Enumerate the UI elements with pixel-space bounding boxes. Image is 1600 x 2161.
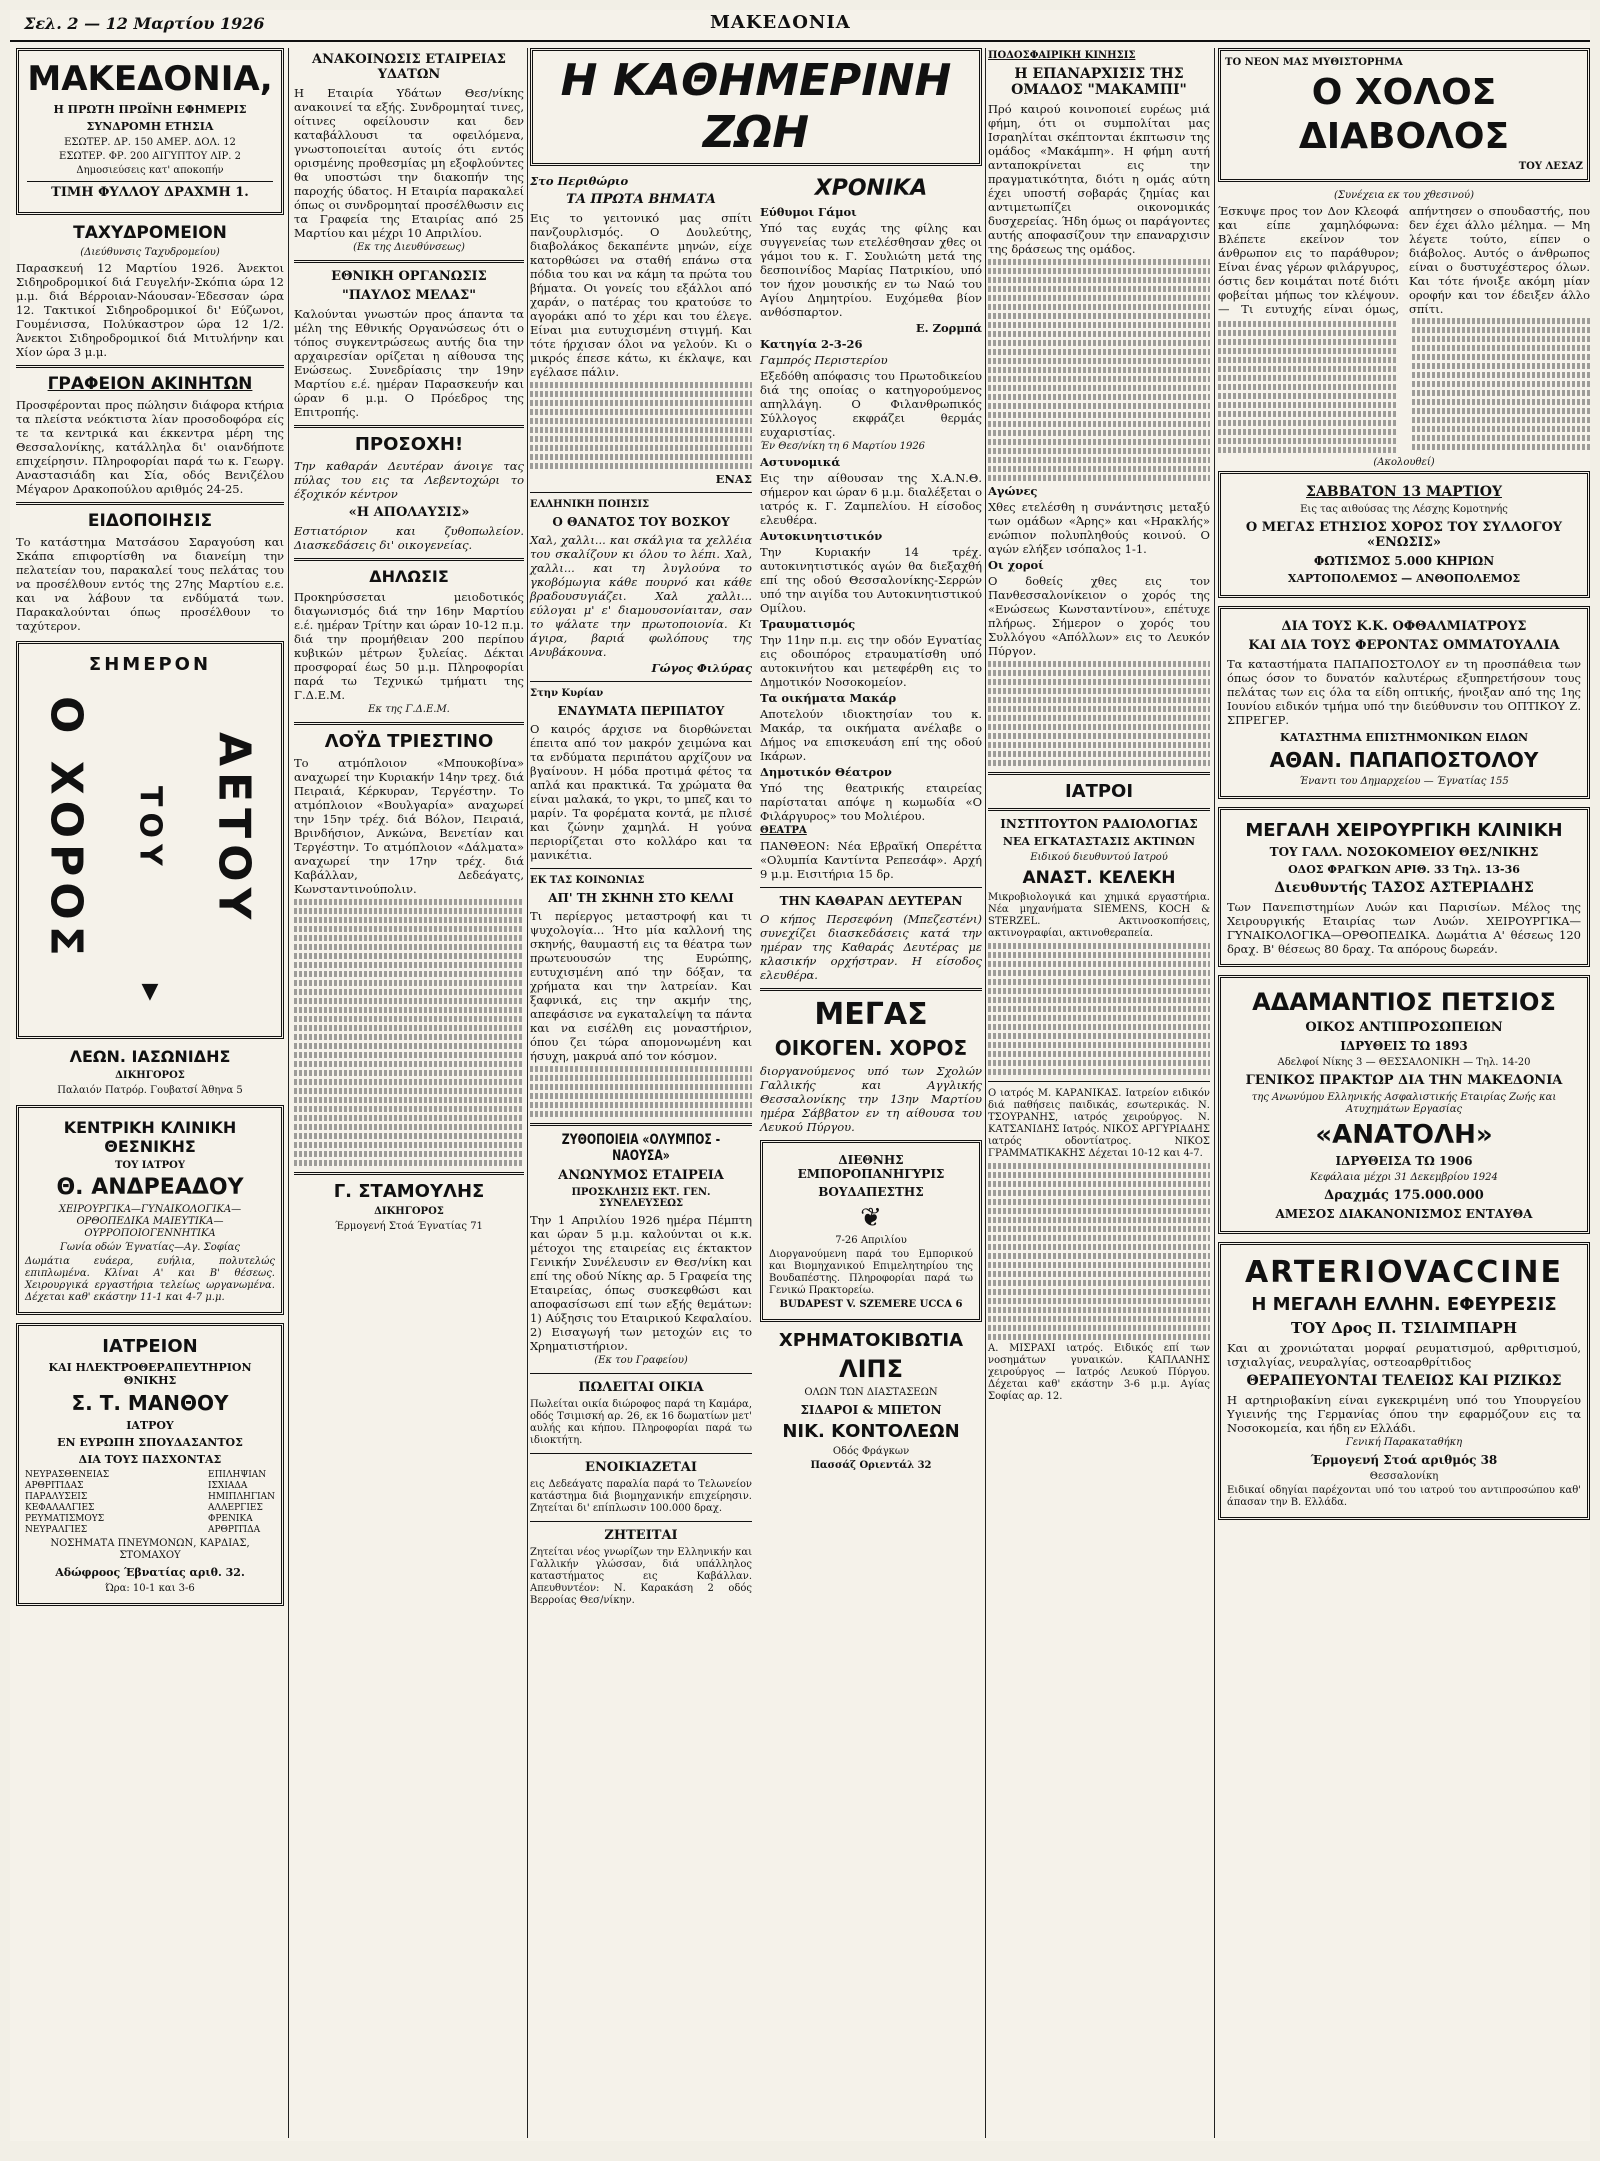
safes-sub: ΟΛΩΝ ΤΩΝ ΔΙΑΣΤΑΣΕΩΝ <box>804 1387 938 1398</box>
injury-text: Την 11ην π.μ. εις την οδόν Εγνατίας εις οδοιπόρος ετραυματίσθη υπό αυτοκινήτου και μετεφέρθη εις το Δημοτικόν Νοσοκομείον. <box>760 633 982 689</box>
serial-end: (Ακολουθεί) <box>1373 456 1435 468</box>
price: ΤΙΜΗ ΦΥΛΛΟΥ ΔΡΑΧΜΗ 1. <box>27 181 273 200</box>
iatreion-for: ΔΙΑ ΤΟΥΣ ΠΑΣΧΟΝΤΑΣ <box>78 1453 222 1466</box>
big-dance-head: ΜΕΓΑΣ <box>814 997 928 1032</box>
water-notice-sign: (Εκ της Διευθύνσεως) <box>353 242 465 253</box>
divider <box>16 365 284 368</box>
buildings-text: Αποτελούν ιδιοκτησίαν του κ. Μακάρ, τα οικήματα ανέλαβε ο Δήμος να επισκευάση επί της οδού Ικάρων. <box>760 707 982 763</box>
sport-head: Η ΕΠΑΝΑΡΧΙΣΙΣ ΤΗΣ ΟΜΑΔΟΣ "ΜΑΚΑΜΠΙ" <box>1011 66 1187 98</box>
column-rule <box>527 48 528 2138</box>
eagle-icon: ▼ <box>141 979 159 1004</box>
chronicles-head: ΧΡΟΝΙΚΑ <box>814 176 928 201</box>
serial-tag: ΤΟ ΝΕΟΝ ΜΑΣ ΜΥΘΙΣΤΟΡΗΜΑ <box>1225 57 1403 68</box>
banner-title: Η ΚΑΘΗΜΕΡΙΝΗ ΖΩΗ <box>560 55 952 158</box>
rent-head: ΕΝΟΙΚΙΑΖΕΤΑΙ <box>585 1460 697 1475</box>
verdict-sub: Γαμπρός Περιστερίου <box>760 353 888 367</box>
text-filler <box>988 943 1210 1075</box>
notice-text: Το κατάστημα Ματσάσου Σαραγούση και Σκάπα επιφορτίσθη να διανείμη την πελατείαν του, παρακαλεί τους πελάτας του να προσέλθουν εντός της 27ης Μαρτίου ε.ε. και να λάβουν τα ενδύματά των. Παρακαλούνται όπως προσέλθουν το ταχύτερον. <box>16 535 284 633</box>
doctors-list2: Α. ΜΙΣΡΑΧΙ ιατρός. Ειδικός επί των νοσημάτων γυναικών. ΚΑΠΛΑΝΗΣ χειρούργος — Ιατρός Λευκού Πύργου. Δέχεται καθ' εκάστην 3-6 μ.μ. Αγίας Σοφίας αρ. 12. <box>988 1343 1210 1402</box>
post-office-sub: (Διεύθυνσις Ταχυδρομείου) <box>80 247 220 258</box>
insurance-address: Αδελφοί Νίκης 3 — ΘΕΣΣΑΛΟΝΙΚΗ — Τηλ. 14-20 <box>1277 1056 1531 1068</box>
divider <box>294 1172 524 1175</box>
text-filler <box>988 259 1210 481</box>
divider <box>294 558 524 561</box>
divider <box>530 1123 752 1126</box>
vaccine-city: Θεσσαλονίκη <box>1369 1470 1439 1482</box>
water-notice-text: Η Εταιρία Υδάτων Θεσ/νίκης ανακοινεί τα εξής. Συνδρομηταί τινες, οίτινες οφείλουσιν και δεν καταβάλλουσι τα οφειλόμενα, γνωστοποιείται αυτοίς ότι εντός ορισμένης προθεσμίας μη εξοφλούντες θα υποστώσι την διακοπήν της παροχής ύδατος. Η Εταιρία παρακαλεί όπως οι συνδρομηταί προσέλθωσιν εις τα Γραφεία της Εταιρίας από 25 Μαρτίου και μέχρι 10 Απριλίου. <box>294 86 524 240</box>
text-filler <box>988 661 1210 766</box>
dances-text: Ο δοθείς χθες εις τον Πανθεσσαλονίκειον ο χορός της «Ενώσεως Κωνσταντίνου», επέτυχε πλήρως. Σήμερον ο χορός του Συλλόγου «Απόλλων» εις το Λευκόν Πύργον. <box>988 574 1210 658</box>
first-steps-text: Εις το γειτονικό μας σπίτι πανζουρλισμός. Ο Δουλεύτης, διαβολάκος δεκαπέντε μηνών, είχε κατορθώσει να σταθή επάνω στα πόδια του και να κάμη τα πρώτα του βήματα. Οι γονείς του εξάλλοι από χαράν, ο πατέρας του κρατούσε το αγοράκι από το χέρι και του έλεγε. Είναι μια ευτυχισμένη στιγμή. Και τότε ήρχισαν όλοι να γελούν. Κι ο μικρός έπεσε κάτω, κι έκλαψε, και εγέλασε πάλιν. <box>530 211 752 379</box>
clinic-address: Γωνία οδών Έγνατίας—Αγ. Σοφίας <box>59 1242 240 1253</box>
iatreion-address: Αδώφροος Έβνατίας αριθ. 32. <box>55 1566 245 1579</box>
list-item: ΑΛΛΕΡΓΙΕΣ <box>208 1503 263 1513</box>
text-filler <box>988 1163 1210 1340</box>
verdict-head: Κατηγία 2-3-26 <box>760 337 863 351</box>
lawyer-name: ΛΕΩΝ. ΙΑΣΩΝΙΔΗΣ <box>69 1047 231 1066</box>
column-3 <box>530 48 982 1609</box>
national-org-sub: "ΠΑΥΛΟΣ ΜΕΛΑΣ" <box>342 288 476 303</box>
iatreion-name: Σ. Τ. ΜΑΝΘΟΥ <box>71 1391 229 1415</box>
serial-title: Ο ΧΟΛΟΣ ΔΙΑΒΟΛΟΣ <box>1298 72 1510 157</box>
wanted-text: Ζητείται νέος γνωρίζων την Ελληνικήν και Γαλλικήν γλώσσαν, διά υπάλληλος καταστήματος εις Καβάλλαν. Απευθυντέον: Ν. Καρακάση 2 οδός Βερροίας Θεσ/νίκην. <box>530 1547 752 1606</box>
fair-ad-box <box>760 1140 982 1322</box>
insurance-capital: Κεφάλαια μέχρι 31 Δεκεμβρίου 1924 <box>1310 1171 1498 1183</box>
poem-tag: ΕΛΛΗΝΙΚΗ ΠΟΙΗΣΙΣ <box>530 499 650 510</box>
divider <box>294 260 524 263</box>
real-estate-text: Προσφέρονται προς πώλησιν διάφορα κτήρια τα πλείστα νεόκτιστα λίαν προσοδοφόρα είς τε τα κεντρικά και έκκεντρα μέρη της Θεσσαλονίκης, κατάλληλα δι' οιανδήποτε επιχείρησιν. Πληροφορίαι παρά τω κ. Γεωργ. Αναστασιάδη και Σία, οδός Βενιζέλου Μέγαρον Δρακοπούλου αριθμός 24-25. <box>16 398 284 496</box>
saturday-main: Ο ΜΕΓΑΣ ΕΤΗΣΙΟΣ ΧΟΡΟΣ ΤΟΥ ΣΥΛΛΟΓΟΥ «ΕΝΩΣΙΣ» <box>1245 519 1563 550</box>
column-rule <box>1214 48 1215 2138</box>
brewery-sub2: ΠΡΟΣΚΛΗΣΙΣ ΕΚΤ. ΓΕΝ. ΣΥΝΕΛΕΥΣΕΩΣ <box>571 1187 711 1209</box>
iatreion-list <box>25 1470 275 1536</box>
list-item: ΡΕΥΜΑΤΙΣΜΟΥΣ <box>25 1514 105 1524</box>
dance-word: Ο ΧΟΡΟΣ <box>40 696 92 962</box>
paper-name: ΜΑΚΕΔΟΝΙΑ <box>710 12 851 33</box>
wedding-text: Υπό τας ευχάς της φίλης και συγγενείας των ετελέσθησαν χθες οι γάμοι του κ. Γ. Σουλιώτη μετά της δεσποινίδος Μαρίας Πατρικίου, υπό τον ήχον μουσικής εν τω Ναώ του Αγίου Δημητρίου. Ευχόμεθα βίον ανθόσπαρτον. <box>760 221 982 319</box>
divider <box>294 722 524 725</box>
saturday-line2: ΧΑΡΤΟΠΟΛΕΜΟΣ — ΑΝΘΟΠΟΛΕΜΟΣ <box>1287 571 1521 585</box>
right-subcolumn <box>760 172 982 1609</box>
police-text: Εις την αίθουσαν της Χ.Α.Ν.Θ. σήμερον και ώραν 6 μ.μ. διαλέξεται ο ιατρός κ. Γ. Ζαμπελίου. Η είσοδος ελευθέρα. <box>760 471 982 527</box>
municipal-theatre-text: Υπό της θεατρικής εταιρείας παρίσταται απόψε η κωμωδία «Ο Φιλάργυρος» του Μολιέρου. <box>760 781 982 823</box>
subscription-head: ΣΥΝΔΡΟΜΗ ΕΤΗΣΙΑ <box>86 120 214 133</box>
dances-head: Οι χοροί <box>988 558 1044 572</box>
vaccine-doctor: ΤΟΥ Δρος Π. ΤΣΙΛΙΜΠΑΡΗ <box>1290 1318 1518 1337</box>
clinic-head: ΚΕΝΤΡΙΚΗ ΚΛΙΝΙΚΗ ΘΕΣΝΙΚΗΣ <box>63 1118 237 1156</box>
vaccine-head: ARTERIOVACCINE <box>1244 1254 1564 1290</box>
column-rule <box>288 48 289 2138</box>
theatres-text: ΠΑΝΘΕΟΝ: Νέα Εβραϊκή Οπερέττα «Ολυμπία Καντίντα Ρεπεσάφ». Αρχή 9 μ.μ. Εισιτήρια 15 δρ. <box>760 839 982 881</box>
left-subcolumn <box>530 172 752 1609</box>
fair-text: Διοργανούμενη παρά του Εμπορικού και Βιομηχανικού Επιμελητηρίου της Βουδαπέστης. Πληροφορίαι παρά τω Γενικώ Πρακτορείω. <box>769 1249 973 1296</box>
safes-head: ΧΡΗΜΑΤΟΚΙΒΩΤΙΑ <box>778 1330 964 1351</box>
divider <box>760 887 982 888</box>
subscription-line: ΕΣΩΤΕΡ. ΔΡ. 150 ΑΜΕΡ. ΔΟΛ. 12 <box>64 137 236 148</box>
clean-monday-text: Ο κήπος Περσεφόνη (Μπεζεστένι) συνεχίζει διασκεδάσεις κατά την ημέραν της Καθαράς Δευτέρας με κλασικήν ορχήστραν. Η είσοδος ελευθέρα. <box>760 912 982 982</box>
column-1 <box>16 48 284 1614</box>
saturday-head: ΣΑΒΒΑΤΟΝ 13 ΜΑΡΤΙΟΥ <box>1306 483 1502 500</box>
serial-text: Έσκυψε προς τον Δον Κλεοφά και είπε χαμηλόφωνα: Βλέπετε εκείνον τον άνθρωπον εις το παράθυρον; Είναι ένας γέρων φιλάργυρος, όστις δεν κοιμάται ποτέ διότι φοβείται μήπως τον κλέψουν. — Τι ευτυχής είναι όμως, απήντησεν ο σπουδαστής, που δεν έχει άλλο μέλημα. — Μη λέγετε τούτο, είπεν ο διάβολος. Αυτός ο άνθρωπος είναι ο δυστυχέστερος όλων. Και τότε ήνοιξε ακόμη μίαν οροφήν και τον έδειξεν άλλο σπίτι. <box>1218 204 1590 316</box>
notice-head: ΕΙΔΟΠΟΙΗΣΙΣ <box>87 511 213 531</box>
optics-ad-box <box>1218 606 1590 799</box>
fair-dates: 7-26 Απριλίου <box>835 1235 907 1246</box>
safes-address2: Πασσάζ Οριεντάλ 32 <box>810 1460 932 1471</box>
matches-head: Αγώνες <box>988 484 1038 498</box>
saturday-ad-box <box>1218 471 1590 598</box>
wedding-sign: Ε. Ζορμπά <box>915 321 982 335</box>
serial-note: (Συνέχεια εκ του χθεσινού) <box>1334 190 1474 201</box>
list-item: ΦΡΕΝΙΚΑ <box>208 1514 253 1524</box>
insurance-general2: της Ανωνύμου Ελληνικής Ασφαλιστικής Εταιρίας Ζωής και Ατυχημάτων Εργασίας <box>1251 1091 1557 1115</box>
lawyer-title: ΔΙΚΗΓΟΡΟΣ <box>115 1070 185 1081</box>
divider <box>530 1373 752 1374</box>
divider <box>530 1453 752 1454</box>
national-org-head: ΕΘΝΙΚΗ ΟΡΓΑΝΩΣΙΣ <box>331 269 487 284</box>
column-5 <box>1218 48 1590 1528</box>
text-filler <box>294 899 524 1166</box>
lawyer-name: Γ. ΣΤΑΜΟΥΛΗΣ <box>333 1181 485 1202</box>
theatres-tag: ΘΕΑΤΡΑ <box>760 825 807 836</box>
divider <box>530 492 752 493</box>
vaccine-agent: Γενική Παρακαταθήκη <box>1345 1436 1463 1448</box>
attention-head: ΠΡΟΣΟΧΗ! <box>354 434 464 455</box>
national-org-text: Καλούνται γνωστών προς άπαντα τα μέλη της Εθνικής Οργανώσεως ότι ο τόπος συγκεντρώσεως αυτής δια την αρχαιρεσίαν ορίζεται η αίθουσα της Ενώσεως. Συνεδρίασις την 19ην Μαρτίου ε.έ. ημέραν Παρασκευήν και ώραν 6 μ.μ. Ο Πρόεδρος της Επιτροπής. <box>294 307 524 419</box>
vaccine-text2: Η αρτηριοβακίνη είναι εγκεκριμένη υπό του Υπουργείου Υγιεινής της Γερμανίας όπου την εφαρμόζουν εις τα Νοσοκομεία, και ήδη εν Ελλάδι. <box>1227 1392 1581 1435</box>
court-text: Τι περίεργος μεταστροφή και τι ψυχολογία... Ήτο μία καλλονή της σκηνής, θαυμαστή εις τα θέατρα των πρωτευουσών της Ευρώπης, ευτυχισμένη από την δόξαν, τα χρήματα και την λατρείαν. Και ξαφνικά, εις την ακμήν της, απεφάσισε να εγκαταλείψη τα πάντα και να εισέλθη εις μοναστήριον, όπου ζει τώρα απομονωμένη και ήσυχη, μακρυά από τον κόσμον. <box>530 909 752 1063</box>
sport-tag: ΠΟΔΟΣΦΑΙΡΙΚΗ ΚΙΝΗΣΙΣ <box>988 50 1136 61</box>
optics-address: Έναντι του Δημαρχείου — Έγνατίας 155 <box>1299 775 1509 787</box>
paper-title: ΜΑΚΕΔΟΝΙΑ, <box>27 59 273 99</box>
column-4 <box>988 48 1210 1405</box>
declaration-head: ΔΗΛΩΣΙΣ <box>369 567 449 586</box>
vaccine-footer: Ειδικαί οδηγίαι παρέχονται υπό του ιατρού του αντιπροσώπου καθ' άπασαν την Β. Ελλάδα. <box>1227 1484 1581 1508</box>
optics-store: ΚΑΤΑΣΤΗΜΑ ΕΠΙΣΤΗΜΟΝΙΚΩΝ ΕΙΔΩΝ <box>1279 730 1529 744</box>
poem-head: Ο ΘΑΝΑΤΟΣ ΤΟΥ ΒΟΣΚΟΥ <box>552 515 730 529</box>
iatreion-education: ΕΝ ΕΥΡΩΠΗ ΣΠΟΥΔΑΣΑΝΤΟΣ <box>57 1436 243 1449</box>
municipal-theatre-head: Δημοτικόν Θέατρον <box>760 765 892 779</box>
list-item: ΠΑΡΑΛΥΣΕΙΣ <box>25 1492 88 1502</box>
safes-address: Οδός Φράγκων <box>832 1446 910 1457</box>
dance-ad-box <box>16 641 284 1039</box>
surgical-address: ΟΔΟΣ ΦΡΑΓΚΩΝ ΑΡΙΘ. 33 Τηλ. 13-36 <box>1288 862 1520 876</box>
divider <box>530 1521 752 1522</box>
poem-text: Χαλ, χαλλι... και σκάλγια τα χελλέια του σκαλίζουν κι όλου το λέπι. Χαλ, χαλλι... και τη λυγλούνα το γκοβόμωγια κάθε πουρνό και κάθε βραδουσυγιάζει. Χαλ χαλλι... εύλογαι μ' ε' διαμουσονίαιταν, σαν το ψάλατε την πρωτοποιονία. Κι άγιρα, βαριά φωλόπους της Ανυβάκουνα. <box>530 533 752 659</box>
insurance-brand-year: ΙΔΡΥΘΕΙΣΑ ΤΩ 1906 <box>1335 1153 1473 1168</box>
buildings-head: Τα οικήματα Μακάρ <box>760 691 897 705</box>
first-steps-sign: ΕΝΑΣ <box>715 472 752 486</box>
clinic-ad-box <box>16 1105 284 1315</box>
safes-brand: ΛΙΠΣ <box>839 1355 903 1383</box>
post-office-text: Παρασκευή 12 Μαρτίου 1926. Άνεκτοι Σιδηροδρομικοί διά Γευγελήν-Σκόπια ώρα 12 μ.μ. διά Βέρροιαν-Νάουσαν-Έδεσσαν ώρα 12. Τακτικοί Σιδηροδρομικοί δι' Εύζωνοι, Γουμένισσα, Πολύκαστρον ώρα 12 1/2. Άνεκτοι Σιδηροδρομικοί διά Μιτυλήνην και Χίον ώρα 3 μ.μ. <box>16 261 284 359</box>
insurance-brand: «ΑΝΑΤΟΛΗ» <box>1315 1119 1493 1150</box>
house-sale-text: Πωλείται οικία διώροφος παρά τη Καμάρα, οδός Τσιμισκή αρ. 26, εκ 16 δωματίων μετ' αυλής και κήπου. Πληροφορίαι παρά τω ιδιοκτήτη. <box>530 1399 752 1446</box>
surgical-head: ΜΕΓΑΛΗ ΧΕΙΡΟΥΡΓΙΚΗ ΚΛΙΝΙΚΗ <box>1245 819 1563 841</box>
radiology-text: Μικροβιολογικά και χημικά εργαστήρια. Νέα μηχανήματα SIEMENS, KOCH & STERZEL. Ακτινοσκοπήσεις, ακτινογραφίαι, ακτινοθεραπεία. <box>988 892 1210 939</box>
injury-head: Τραυματισμός <box>760 617 856 631</box>
vaccine-ad-box <box>1218 1242 1590 1520</box>
list-item: ΑΡΘΡΙΤΙΔΑΣ <box>25 1481 84 1491</box>
wanted-head: ΖΗΤΕΙΤΑΙ <box>604 1528 678 1543</box>
water-notice-head: ΑΝΑΚΟΙΝΩΣΙΣ ΕΤΑΙΡΕΙΑΣ ΥΔΑΤΩΝ <box>312 52 506 82</box>
brewery-sign: (Εκ του Γραφείου) <box>594 1355 688 1366</box>
big-dance-sub: ΟΙΚΟΓΕΝ. ΧΟΡΟΣ <box>774 1036 968 1060</box>
verdict-sign: Έν Θεσ/νίκη τη 6 Μαρτίου 1926 <box>760 441 926 452</box>
lawyer-address: Παλαιόν Πατρόρ. Γουβατσί Άθηνα 5 <box>57 1085 243 1096</box>
clinic-sub: ΤΟΥ ΙΑΤΡΟΥ <box>114 1160 186 1171</box>
auto-head: Αυτοκινητιστικόν <box>760 529 883 543</box>
iatreion-ad-box <box>16 1323 284 1606</box>
attention-venue: «Η ΑΠΟΛΑΥΣΙΣ» <box>348 505 470 520</box>
text-filler <box>530 382 752 469</box>
doctors-list: Ο ιατρός Μ. ΚΑΡΑΝΙΚΑΣ. Ιατρείον ειδικόν διά παθήσεις παιδικάς, εσωτερικάς. Ν. ΤΣΟΥΡΑΝΗΣ, ιατρός χειρούργος. Ν. ΚΑΤΣΑΝΙΔΗΣ Ιατρός. ΝΙΚΟΣ ΑΡΓΥΡΙΑΔΗΣ ιατρός οδοντίατρος. ΝΙΚΟΣ ΓΡΑΜΜΑΤΙΚΑΚΗΣ Δέχεται 10-12 και 4-7. <box>988 1088 1210 1159</box>
safes-agent: ΝΙΚ. ΚΟΝΤΟΛΕΩΝ <box>782 1421 960 1442</box>
optics-text: Τα καταστήματα ΠΑΠΑΠΟΣΤΟΛΟΥ εν τη προσπάθεια των όπως όσον το δυνατόν καλυτέρως εξυπηρετήσουν τους πελάτας των εις όλα τα είδη οπτικής, ήνοιξαν από της 1ης Ιουνίου ειδικόν τμήμα υπό την διεύθυνσιν του ΟΠΤΙΚΟΥ Ζ. ΣΠΡΕΓΕΡ. <box>1227 656 1581 727</box>
fashion-head: ΕΝΔΥΜΑΤΑ ΠΕΡΙΠΑΤΟΥ <box>557 704 725 718</box>
list-item: ΙΣΧΙΑΔΑ <box>208 1481 248 1491</box>
rent-text: εις Δεδεάγατς παραλία παρά το Τελωνείον κατάστημα διά βιομηχανικήν επιχείρησιν. Ζητείται δι' επίπλωσιν 100.000 δραχ. <box>530 1479 752 1514</box>
text-filler <box>1218 318 1590 455</box>
court-head: ΑΠ' ΤΗ ΣΚΗΝΗ ΣΤΟ ΚΕΛΛΙ <box>548 891 734 905</box>
fair-head: ΔΙΕΘΝΗΣ ΕΜΠΟΡΟΠΑΝΗΓΥΡΙΣ <box>797 1153 945 1181</box>
divider <box>294 425 524 428</box>
dance-word: ΤΟΥ <box>132 786 168 872</box>
flower-icon: ❦ <box>860 1203 882 1233</box>
lloyd-head: ΛΟΫΔ ΤΡΙΕΣΤΙΝΟ <box>324 731 494 752</box>
divider <box>530 868 752 869</box>
list-item: ΝΕΥΡΑΣΘΕΝΕΙΑΣ <box>25 1470 110 1480</box>
surgical-head2: ΤΟΥ ΓΑΛΛ. ΝΟΣΟΚΟΜΕΙΟΥ ΘΕΣ/ΝΙΚΗΣ <box>1269 844 1539 859</box>
wedding-head: Εύθυμοι Γάμοι <box>760 205 857 219</box>
insurance-year: ΙΔΡΥΘΕΙΣ ΤΩ 1893 <box>1340 1038 1468 1053</box>
radiology-sub: ΝΕΑ ΕΓΚΑΤΑΣΤΑΣΙΣ ΑΚΤΙΝΩΝ <box>1002 835 1196 848</box>
clinic-name: Θ. ΑΝΔΡΕΑΔΟΥ <box>56 1175 244 1200</box>
masthead <box>10 10 1590 42</box>
lawyer-address: Έρμογενή Στοά Έγνατίας 71 <box>335 1221 483 1232</box>
list-item: ΑΡΘΡΙΤΙΔΑ <box>208 1525 261 1535</box>
insurance-payment: ΑΜΕΣΟΣ ΔΙΑΚΑΝΟΝΙΣΜΟΣ ΕΝΤΑΥΘΑ <box>1275 1206 1533 1221</box>
auto-text: Την Κυριακήν 14 τρέχ. αυτοκινητιστικός αγών θα διεξαχθή επί της οδού Θεσσαλονίκης-Σερρών υπό την αιγίδα του Αυτοκινητιστικού Ομίλου. <box>760 545 982 615</box>
insurance-name: ΑΔΑΜΑΝΤΙΟΣ ΠΕΤΣΙΟΣ <box>1252 987 1556 1016</box>
real-estate-head: ΓΡΑΦΕΙΟΝ ΑΚΙΝΗΤΩΝ <box>47 374 253 394</box>
margin-kicker: Στο Περιθώριο <box>530 174 629 188</box>
attention-text2: Εστιατόριον και ζυθοπωλείον. Διασκεδάσεις δι' οικογενείας. <box>294 524 524 552</box>
clinic-text: Δωμάτια ευάερα, ευήλια, πολυτελώς επιπλωμένα. Κλίναι Α' και Β' θέσεως. Χειρουργικά εργαστήρια τελείως ωργανωμένα. Δέχεται καθ' εκάστην 11-1 και 4-7 μ.μ. <box>25 1256 275 1303</box>
declaration-text: Προκηρύσσεται μειοδοτικός διαγωνισμός διά την 16ην Μαρτίου ε.έ. ημέραν Τρίτην και ώραν 10-12 π.μ. διά την προμήθειαν 200 περίπου κυβικών μέτρων ξυλείας. Δέκται προσφοραί έως 50 μ.μ. Πληροφορίαι παρά τω Τεχνικώ τμήματι της Γ.Δ.Ε.Μ. <box>294 590 524 702</box>
insurance-capital2: Δραχμάς 175.000.000 <box>1324 1187 1484 1203</box>
optics-name: ΑΘΑΝ. ΠΑΠΑΠΟΣΤΟΛΟΥ <box>1269 747 1539 772</box>
fair-city: ΒΟΥΔΑΠΕΣΤΗΣ <box>818 1185 924 1199</box>
iatreion-sub: ΚΑΙ ΗΛΕΚΤΡΟΘΕΡΑΠΕΥΤΗΡΙΟΝ ΘΝΙΚΗΣ <box>48 1361 252 1387</box>
insurance-general: ΓΕΝΙΚΟΣ ΠΡΑΚΤΩΡ ΔΙΑ ΤΗΝ ΜΑΚΕΔΟΝΙΑ <box>1245 1072 1563 1088</box>
divider <box>16 502 284 505</box>
saturday-sub: Εις τας αιθούσας της Λέσχης Κομοτηνής <box>1300 503 1508 515</box>
divider <box>988 1081 1210 1082</box>
lloyd-text: Το ατμόπλοιον «Μπουκοβίνα» αναχωρεί την Κυριακήν 14ην τρεχ. διά Πειραιά, Κέρκυραν, Τεργέστην. Το ατμόπλοιον «Βουλγαρία» αναχωρεί την 15ην τρέχ. διά Βόλον, Πειραιά, Βρινδήσιον, Ανκώνα, Βενετίαν και Τεργέστην. Το ατμόπλοιον «Δάλματα» αναχωρεί την 17ην τρέχ. διά Καβάλλαν, Δεδεάγατς, Κωνσταντινούπολιν. <box>294 756 524 896</box>
daily-life-banner <box>530 48 982 166</box>
vaccine-head2: Η ΜΕΓΑΛΗ ΕΛΛΗΝ. ΕΦΕΥΡΕΣΙΣ <box>1251 1293 1557 1315</box>
serial-header-box <box>1218 48 1590 182</box>
house-sale-head: ΠΩΛΕΙΤΑΙ ΟΙΚΙΑ <box>578 1380 704 1395</box>
column-rule <box>985 48 986 2138</box>
iatreion-footer: ΝΟΣΗΜΑΤΑ ΠΝΕΥΜΟΝΩΝ, ΚΑΡΔΙΑΣ, ΣΤΟΜΑΧΟΥ <box>50 1538 250 1561</box>
optics-head2: ΚΑΙ ΔΙΑ ΤΟΥΣ ΦΕΡΟΝΤΑΣ ΟΜΜΑΤΟΥΑΛΙΑ <box>1248 637 1560 653</box>
radiology-sub2: Ειδικού διευθυντού Ιατρού <box>1030 852 1168 863</box>
declaration-sign: Εκ της Γ.Δ.Ε.Μ. <box>368 704 450 715</box>
brewery-text: Την 1 Απριλίου 1926 ημέρα Πέμπτη και ώραν 5 μ.μ. καλούνται οι κ.κ. μέτοχοι της εταιρείας εις έκτακτον Γενικήν Συνέλευσιν εν Θεσ/νίκη και επί της οδού Νίκης αρ. 5 Γραφεία της Εταιρείας, όπως συσκεφθώσι και αποφασίσωσι επί των εξής θεμάτων: 1) Αύξησις του Εταιρικού Κεφαλαίου. 2) Εισαγωγή των μετοχών εις το Χρηματιστήριον. <box>530 1213 752 1353</box>
today-label: ΣΗΜΕΡΟΝ <box>88 654 212 675</box>
list-item: ΕΠΙΛΗΨΙΑΝ <box>208 1470 267 1480</box>
lawyer-title: ΔΙΚΗΓΟΡΟΣ <box>374 1206 444 1217</box>
vaccine-cure: ΘΕΡΑΠΕΥΟΝΤΑΙ ΤΕΛΕΙΩΣ ΚΑΙ ΡΙΖΙΚΩΣ <box>1246 1372 1562 1389</box>
radiology-name: ΑΝΑΣΤ. ΚΕΛΕΚΗ <box>1022 868 1176 888</box>
column-2 <box>294 48 524 1235</box>
matches-text: Χθες ετελέσθη η συνάντησις μεταξύ των ομάδων «Άρης» και «Ηρακλής» ενώπιον πολυπληθούς κοινού. Ο αγών ελήξεν ισόπαλος 1-1. <box>988 500 1210 556</box>
vaccine-text: Και αι χρονιώταται μορφαί ρευματισμού, αρθριτισμού, ισχιαλγίας, νευραλγίας, οστεοαρθρίτιδος <box>1227 1340 1581 1369</box>
fashion-kicker: Στην Κυρίαν <box>530 688 604 699</box>
divider <box>988 772 1210 775</box>
verdict-text: Εξεδόθη απόφασις του Πρωτοδικείου διά της οποίας ο κατηγορούμενος απηλλάγη. Ο Φιλανθρωπικός Σύλλογος εκφράζει θερμάς ευχαριστίας. <box>760 369 982 439</box>
insurance-ad-box <box>1218 975 1590 1234</box>
fashion-text: Ο καιρός άρχισε να διορθώνεται έπειτα από τον μακρόν χειμώνα και τα ενδύματα περιπάτου αρχίζουν να βγαίνουν. Η μόδα προτιμά φέτος τα απλά και πρακτικά. Τα χρώματα θα είναι μαλακά, το γκρι, το μπεζ και το μαρίν. Τα φορέματα κοντά, με πλισέ και ζώνην χαμηλά. Η γούνα περιορίζεται στο κολλάρο και τα μανικέτια. <box>530 722 752 862</box>
dance-word: ΑΕΤΟΥ <box>208 732 260 926</box>
newspaper-page <box>10 10 1590 2141</box>
poem-sign: Γώγος Φιλύρας <box>651 661 752 675</box>
divider <box>988 808 1210 811</box>
post-office-head: ΤΑΧΥΔΡΟΜΕΙΟΝ <box>73 223 227 243</box>
first-steps-head: ΤΑ ΠΡΩΤΑ ΒΗΜΑΤΑ <box>566 192 716 207</box>
subscription-line: ΕΣΩΤΕΡ. ΦΡ. 200 ΑΙΓΥΠΤΟΥ ΛΙΡ. 2 <box>59 151 241 162</box>
paper-subtitle: Η ΠΡΩΤΗ ΠΡΩΪΝΗ ΕΦΗΜΕΡΙΣ <box>53 103 247 116</box>
saturday-line: ΦΩΤΙΣΜΟΣ 5.000 ΚΗΡΙΩΝ <box>1313 553 1495 568</box>
court-tag: ΕΚ ΤΑΣ ΚΟΙΝΩΝΙΑΣ <box>530 875 645 886</box>
optics-head: ΔΙΑ ΤΟΥΣ Κ.Κ. ΟΦΘΑΛΜΙΑΤΡΟΥΣ <box>1281 618 1527 634</box>
surgical-clinic-box <box>1218 807 1590 967</box>
big-dance-text: διοργανούμενος υπό των Σχολών Γαλλικής και Αγγλικής Θεσσαλονίκης την 13ην Μαρτίου ημέρα Σάββατον εν τη αίθουσα του Λευκού Πύργου. <box>760 1064 982 1134</box>
divider <box>530 681 752 682</box>
police-head: Αστυνομικά <box>760 455 841 469</box>
iatreion-hours: Ώρα: 10-1 και 3-6 <box>105 1583 195 1594</box>
subscription-line: Δημοσιεύσεις κατ' αποκοπήν <box>76 165 224 176</box>
list-item: ΗΜΙΠΛΗΓΙΑΝ <box>208 1492 275 1502</box>
brewery-sub: ΑΝΩΝΥΜΟΣ ΕΤΑΙΡΕΙΑ <box>558 1168 724 1183</box>
sport-text: Πρό καιρού κοινοποιεί ευρέως μιά φήμη, ότι οι συμπολίται μας Ισραηλίται σκέπτονται έκπτωσιν της ομάδος «Μακάμπη». Η φήμη αυτή ανταποκρίνεται εις την πραγματικότητα, διότι η ομάς αύτη έχει υποστή σοβαράς ζημίας και αντιμετωπίζει οικονομικάς δυσχερείας. Ήδη όμως οι παράγοντες αυτής αποφασίζουν την επαναρχισιν της δράσεως της ομάδος. <box>988 102 1210 256</box>
iatreion-doctor: ΙΑΤΡΟΥ <box>126 1419 174 1432</box>
radiology-head: ΙΝΣΤΙΤΟΥΤΟΝ ΡΑΔΙΟΛΟΓΙΑΣ <box>1000 817 1198 831</box>
text-filler <box>530 1066 752 1117</box>
issue-date: Σελ. 2 — 12 Μαρτίου 1926 <box>24 14 265 33</box>
safes-sub2: ΣΙΔΑΡΟΙ & ΜΠΕΤΟΝ <box>800 1403 942 1417</box>
insurance-sub: ΟΙΚΟΣ ΑΝΤΙΠΡΟΣΩΠΕΙΩΝ <box>1305 1019 1503 1035</box>
list-item: ΚΕΦΑΛΑΛΓΙΕΣ <box>25 1503 95 1513</box>
subscription-box <box>16 48 284 215</box>
clinic-specialties: ΧΕΙΡΟΥΡΓΙΚΑ—ΓΥΝΑΙΚΟΛΟΓΙΚΑ—ΟΡΘΟΠΕΔΙΚΑ ΜΑΙΕΥΤΙΚΑ—ΟΥΡΡΟΠΟΙΟΓΕΝΝΗΤΙΚΑ <box>58 1204 242 1239</box>
serial-author: ΤΟΥ ΛΕΣΑΖ <box>1518 161 1583 172</box>
clean-monday-head: ΤΗΝ ΚΑΘΑΡΑΝ ΔΕΥΤΕΡΑΝ <box>779 894 963 908</box>
surgical-director: Διευθυντής ΤΑΣΟΣ ΑΣΤΕΡΙΑΔΗΣ <box>1274 879 1534 896</box>
doctors-head: ΙΑΤΡΟΙ <box>1064 781 1134 802</box>
brewery-head: ΖΥΘΟΠΟΙΕΙΑ «ΟΛΥΜΠΟΣ - ΝΑΟΥΣΑ» <box>561 1132 721 1164</box>
list-item: ΝΕΥΡΑΛΓΙΕΣ <box>25 1525 88 1535</box>
vaccine-address: Έρμογενή Στοά αριθμός 38 <box>1310 1452 1498 1467</box>
attention-text: Την καθαράν Δευτέραν άνοιγε τας πύλας του εις τα Λεβεντοχώρι το έξοχικόν κέντρον <box>294 459 524 501</box>
surgical-text: Των Πανεπιστημίων Λυών και Παρισίων. Μέλος της Χειρουργικής Εταιρίας των Λυών. ΧΕΙΡΟΥΡΓΙΚΑ—ΓΥΝΑΙΚΟΛΟΓΙΚΑ—ΟΡΘΟΠΕΔΙΚΑ. Δωμάτια Α' θέσεως 120 δραχ. Β' θέσεως 80 δραχ. Τα απόρους δωρεάν. <box>1227 899 1581 956</box>
fair-address: BUDAPEST V. SZEMERE UCCA 6 <box>779 1299 963 1310</box>
divider <box>760 988 982 991</box>
iatreion-head: ΙΑΤΡΕΙΟΝ <box>102 1336 198 1357</box>
